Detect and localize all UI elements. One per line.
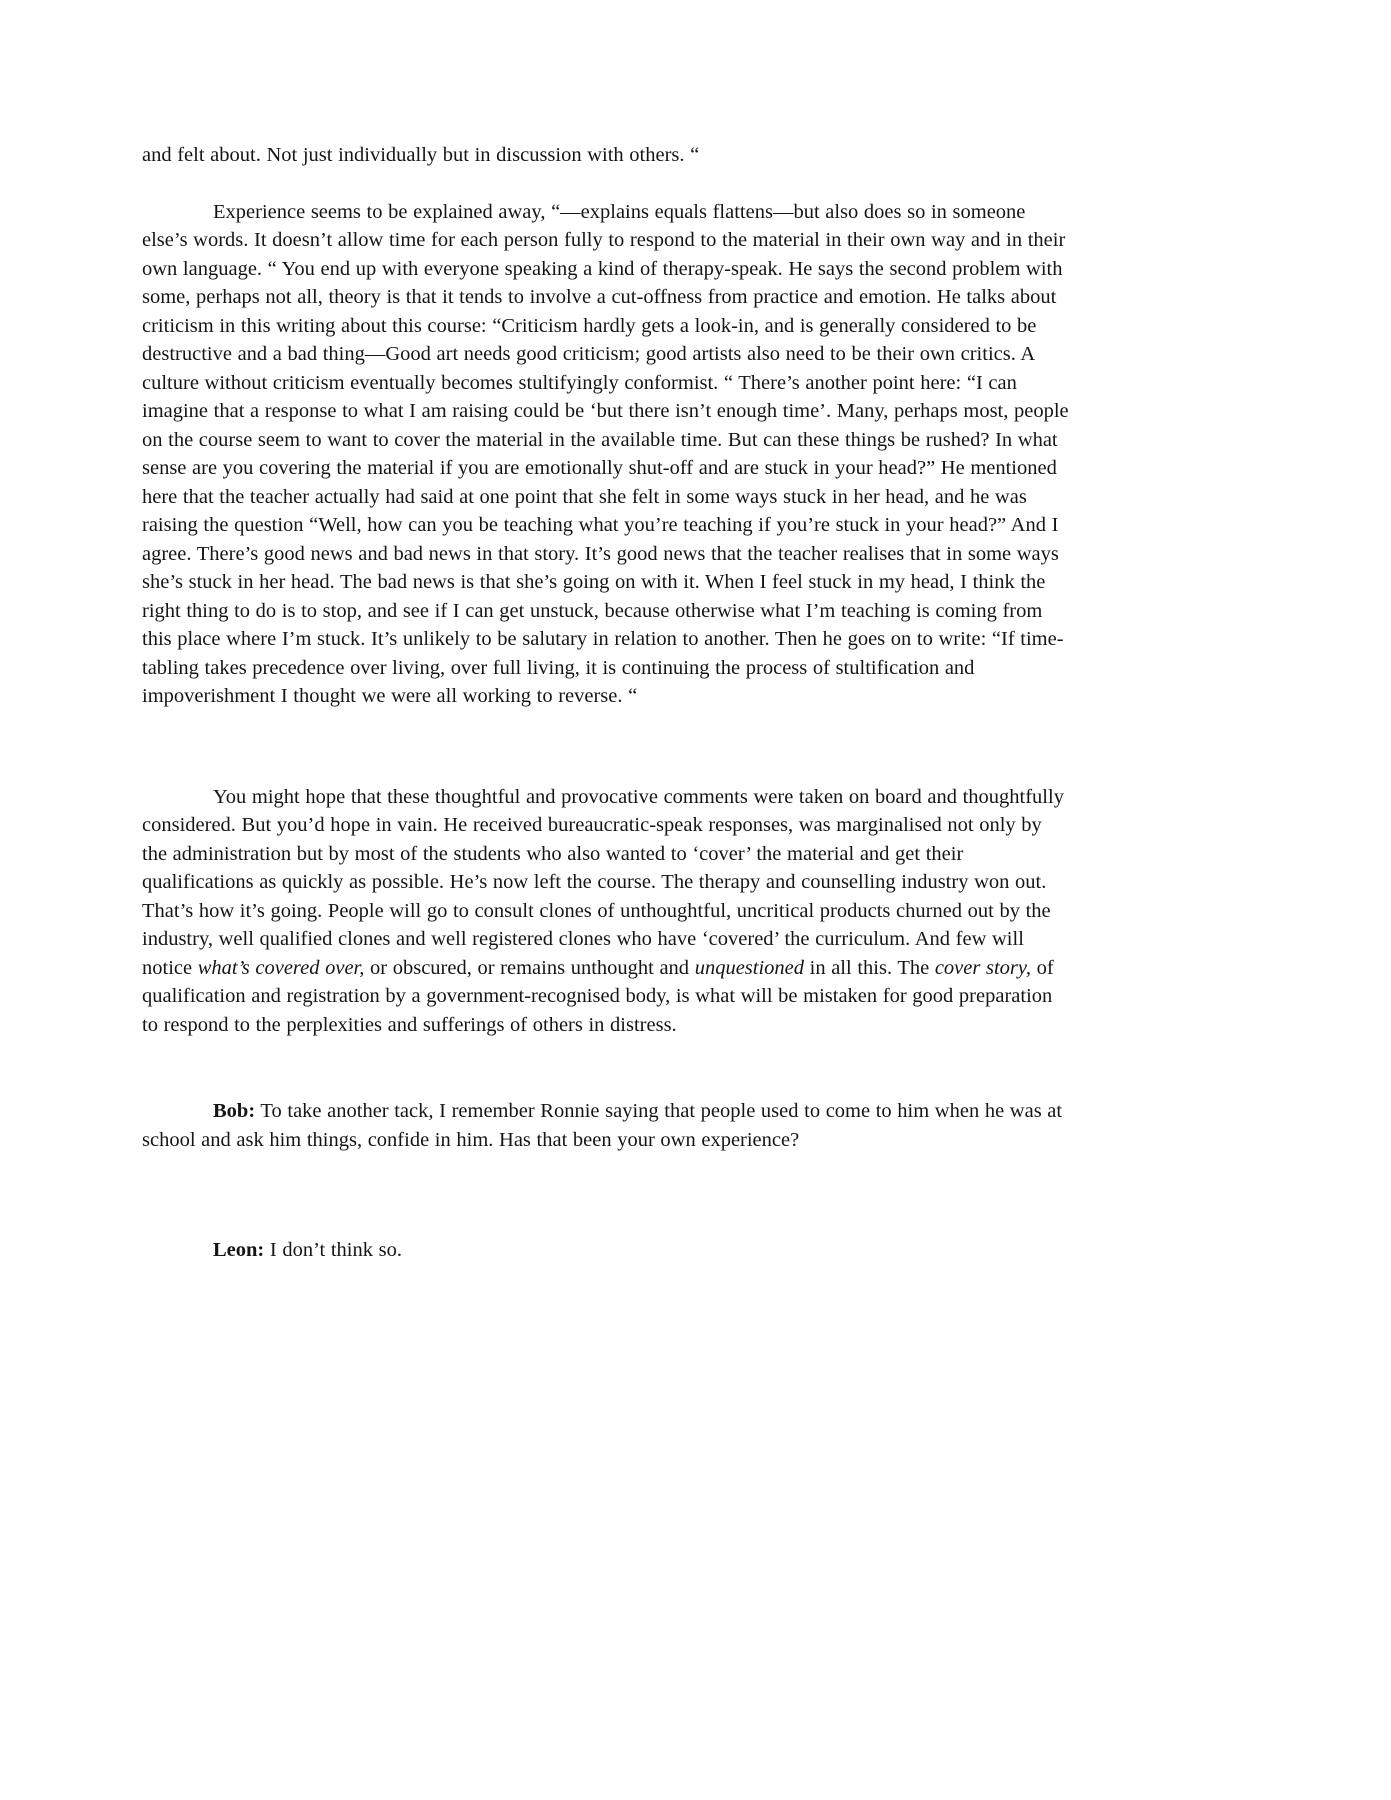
paragraph-segment-italic: cover story, [934,956,1031,979]
speaker-label-bob: Bob: [213,1100,256,1122]
paragraph-segment: of qualification and registration by a government-recognised body, is what will be mistaken for good preparation to respond to the perplexities and sufferings of others in distress. [142,956,1054,1036]
paragraph-experience [142,198,1070,711]
paragraph-dialogue-bob [142,1097,1070,1154]
paragraph-dialogue-leon [142,1236,1070,1265]
paragraph-continuation [142,141,1070,170]
paragraph-segment-italic: what’s covered over, [197,956,365,979]
paragraph-text: Experience seems to be explained away, “—explains equals flattens—but also does so in someone else’s words. It doesn’t allow time for each person fully to respond to the material in their own way and in their own language. “ You end up with everyone speaking a kind of therapy-speak. He says the second problem with some, perhaps not all, theory is that it tends to involve a cut-offness from practice and emotion. He talks about criticism in this writing about this course: “Criticism hardly gets a look-in, and is generally considered to be destructive and a bad thing—Good art needs good criticism; good artists also need to be their own critics. A culture without criticism eventually becomes stultifyingly conformist. “ There’s another point here: “I can imagine that a response to what I am raising could be ‘but there isn’t enough time’. Many, perhaps most, people on the course seem to want to cover the material in the available time. But can these things be rushed? In what sense are you covering the material if you are emotionally shut-off and are stuck in your head?” He mentioned here that the teacher actually had said at one point that she felt in some ways stuck in her head, and he was raising the question “Well, how can you be teaching what you’re teaching if you’re stuck in your head?” And I agree. There’s good news and bad news in that story. It’s good news that the teacher realises that in some ways she’s stuck in her head. The bad news is that she’s going on with it. When I feel stuck in my head, I think the right thing to do is to stop, and see if I can get unstuck, because otherwise what I’m teaching is coming from this place where I’m stuck. It’s unlikely to be salutary in relation to another. Then he goes on to write: “If time-tabling takes precedence over living, over full living, it is continuing the process of stultification and impoverishment I thought we were all working to reverse. “ [142,200,1069,707]
speaker-label-leon: Leon: [213,1239,265,1261]
paragraph-segment: You might hope that these thoughtful and provocative comments were taken on board and thoughtfully considered. But you’d hope in vain. He received bureaucratic-speak responses, was marginalised not only by the administration but by most of the students who also wanted to ‘cover’ the material and get their qualifications as quickly as possible. He’s now left the course. The therapy and counselling industry won out. That’s how it’s going. People will go to consult clones of unthoughtful, uncritical products churned out by the industry, well qualified clones and well registered clones who have ‘covered’ the curriculum. And few will notice [142,785,1064,979]
paragraph-segment: in all this. The [804,956,935,979]
paragraph-text: and felt about. Not just individually but in discussion with others. “ [142,144,700,166]
dialogue-text: I don’t think so. [264,1239,402,1261]
paragraph-segment-italic: unquestioned [694,956,805,979]
document-content [142,141,1070,1265]
dialogue-text: To take another tack, I remember Ronnie saying that people used to come to him when he was at school and ask him things, confide in him. Has that been your own experience? [142,1100,1063,1151]
paragraph-commentary [142,783,1070,1040]
paragraph-segment: or obscured, or remains unthought and [364,956,695,979]
